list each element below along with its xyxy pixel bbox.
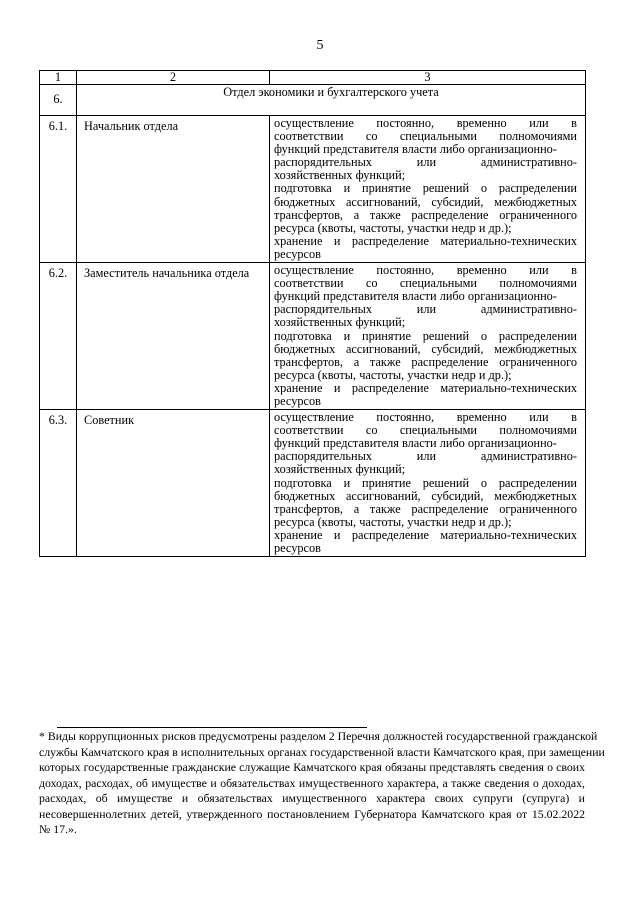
position-title: Начальник отдела [77,116,270,263]
table-row [40,263,586,410]
risk-line: осуществление постоянно, временно или в [274,410,577,425]
table-header-row [40,71,586,85]
risk-line: хранение и распределение материально-технических [274,380,577,395]
footnote-line: * Виды коррупционных рисков предусмотрены разделом 2 Перечня должностей государственной гражданской [39,729,598,743]
risk-line: хозяйственных функций; [274,315,406,330]
risk-line: хозяйственных функций; [274,462,406,477]
footnote-separator [57,727,367,728]
risk-line: распорядительных или административно- [274,449,577,464]
risk-line: трансфертов, а также распределение ограниченного [274,501,577,516]
risk-line: осуществление постоянно, временно или в [274,116,577,130]
risk-line: бюджетных ассигнований, субсидий, межбюджетных [274,194,577,209]
corruption-risks [270,263,586,410]
footnote [39,729,605,838]
risk-line: ресурсов [274,393,321,408]
footnote-line: доходах, расходах, об имуществе и обязательствах имущественного характера, а также сведения о доходах, [39,775,585,790]
footnote-line: расходах, об имуществе и обязательствах имущественного характера своих супруги (супруга) и [39,791,585,805]
footnote-line: которых государственные гражданские служащие Камчатского края обязаны представлять сведения о своих [39,760,585,774]
risk-line: хранение и распределение материально-технических [274,527,577,542]
risk-line: хранение и распределение материально-технических [274,233,577,248]
risk-line: трансфертов, а также распределение ограниченного [274,354,577,369]
risk-line: соответствии со специальными полномочиями [274,129,577,144]
page-number: 5 [316,38,324,53]
risk-line: бюджетных ассигнований, субсидий, межбюджетных [274,488,577,503]
risk-line: подготовка и принятие решений о распределении [274,328,577,343]
risk-line: распорядительных или административно- [274,302,577,317]
header-col-3: 3 [270,71,586,85]
position-title: Заместитель начальника отдела [77,263,270,410]
risk-line: распорядительных или административно- [274,155,577,170]
risk-line: трансфертов, а также распределение ограниченного [274,207,577,222]
section-title: Отдел экономики и бухгалтерского учета [77,85,586,116]
risk-line: ресурса (квоты, частоты, участки недр и др.); [274,220,512,235]
footnote-line: несовершеннолетних детей, утвержденного постановлением Губернатора Камчатского края от 15.02.2022 [39,806,585,821]
footnote-line: № 17.». [39,822,77,836]
row-number: 6.3. [40,410,77,557]
table-row [40,410,586,557]
risk-line: соответствии со специальными полномочиями [274,423,577,438]
footnote-line: службы Камчатского края в исполнительных органах государственной власти Камчатского края, при замещении [39,744,605,759]
risk-line: ресурсов [274,541,321,555]
risk-line: хозяйственных функций; [274,168,406,183]
risk-line: подготовка и принятие решений о распределении [274,181,577,196]
section-row [40,85,586,116]
risk-line: бюджетных ассигнований, субсидий, межбюджетных [274,341,577,356]
header-col-2: 2 [77,71,270,85]
row-number: 6.2. [40,263,77,410]
risk-line: ресурса (квоты, частоты, участки недр и др.); [274,367,512,382]
positions-table [39,70,586,557]
risk-line: осуществление постоянно, временно или в [274,263,577,278]
header-col-1: 1 [40,71,77,85]
table-row [40,116,586,263]
risk-line: функций представителя власти либо организационно- [274,436,557,451]
risk-line: соответствии со специальными полномочиями [274,276,577,291]
position-title: Советник [77,410,270,557]
corruption-risks [270,410,586,557]
risk-line: подготовка и принятие решений о распределении [274,475,577,490]
risk-line: ресурсов [274,246,321,261]
section-number: 6. [40,85,77,116]
row-number: 6.1. [40,116,77,263]
risk-line: функций представителя власти либо организационно- [274,289,557,304]
risk-line: ресурса (квоты, частоты, участки недр и др.); [274,514,512,529]
corruption-risks [270,116,586,263]
risk-line: функций представителя власти либо организационно- [274,142,557,157]
